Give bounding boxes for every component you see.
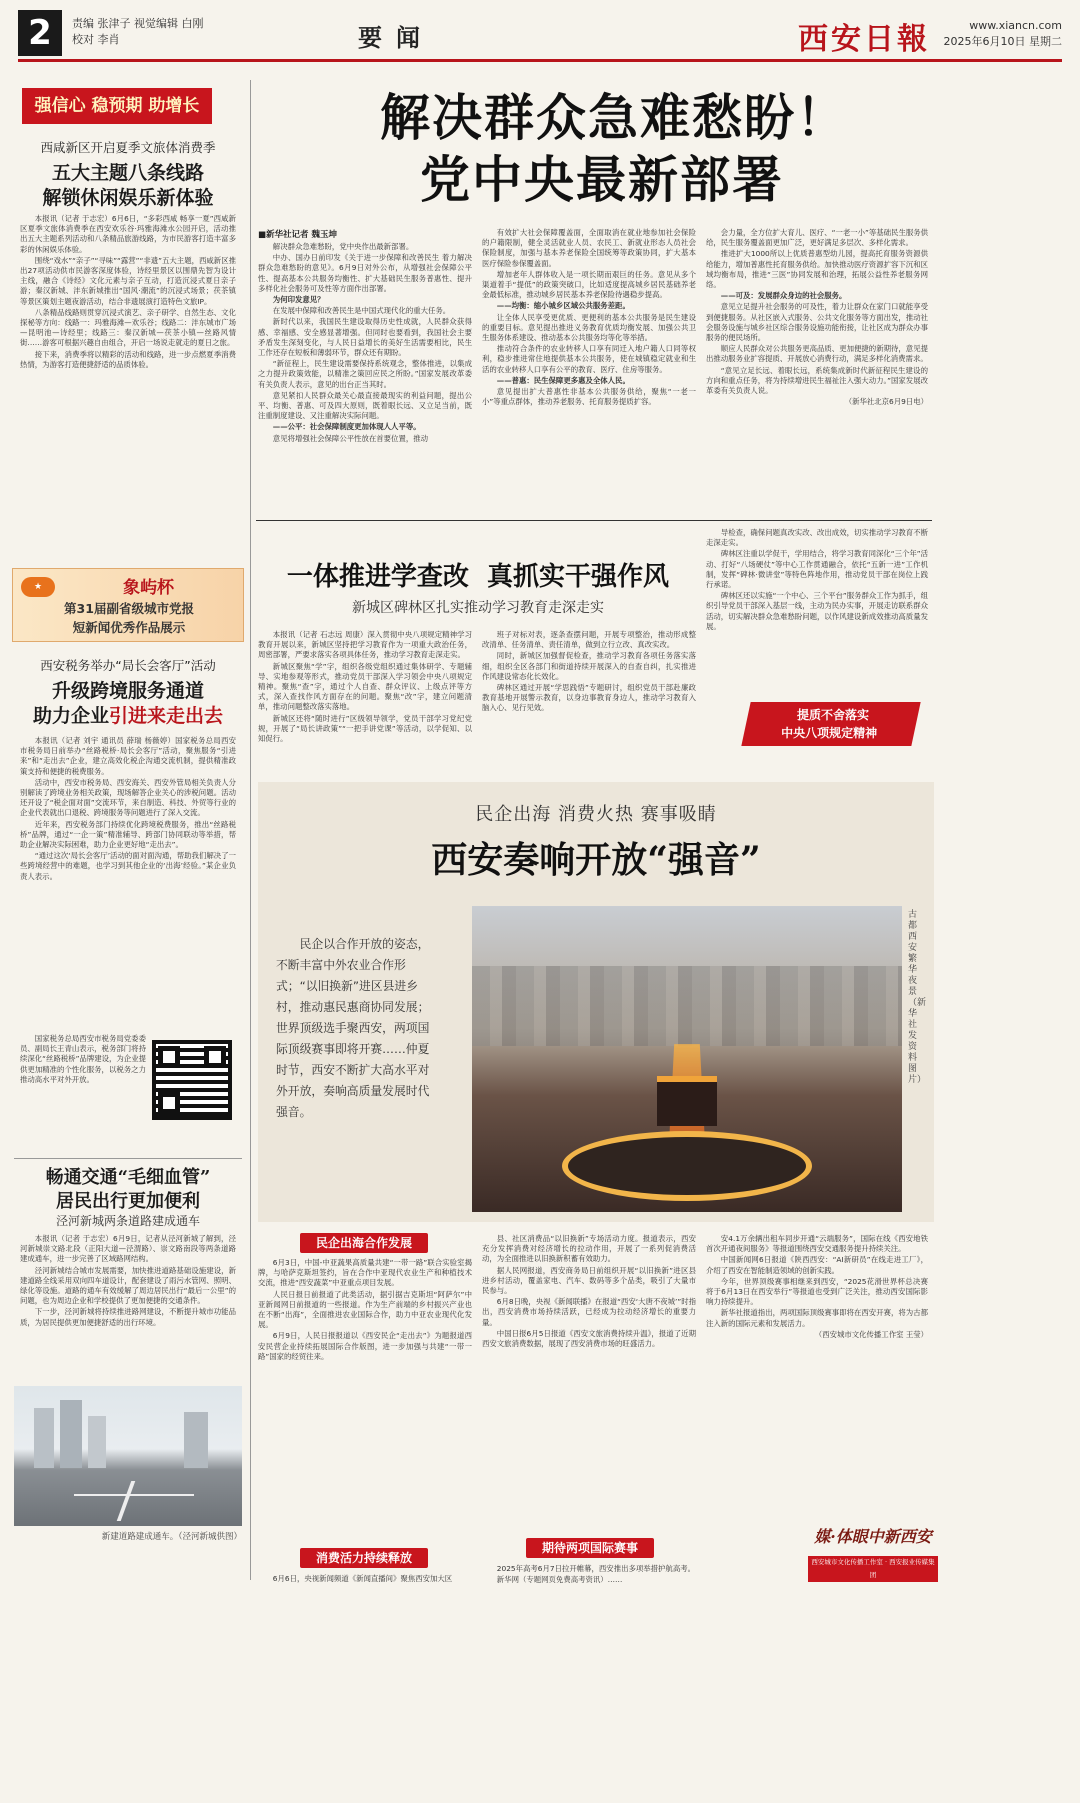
study-col-1	[258, 630, 472, 770]
lane-marking-icon	[117, 1481, 136, 1521]
paragraph: 6月6日，央视新闻频道《新闻直播间》聚焦西安加大区	[272, 1574, 453, 1583]
paragraph: 县、社区消费品“以旧换新”专场活动力度。报道表示，西安充分发挥消费对经济增长的拉动作用，开展了一系列促消费活动，为全面推进以旧换新积蓄有效助力。	[482, 1234, 696, 1264]
paragraph: 意见提出扩大普惠性非基本公共服务供给，聚焦“一老一小”等重点群体，推动养老服务、托育服务提质扩容。	[482, 387, 696, 407]
qr-finder-icon	[158, 1092, 180, 1114]
qr-finder-icon	[204, 1046, 226, 1068]
paragraph: 新时代以来，我国民生建设取得历史性成就，人民群众获得感、幸福感、安全感显著增强。但同时也要看到，我国社会主要矛盾发生深刻变化，与人民日益增长的美好生活需要相比，民生工作还存在短板和薄弱环节，群众还有期盼。	[258, 317, 472, 358]
paragraph: 导检查，确保问题真改实改、改出成效，切实推动学习教育不断走深走实。	[706, 528, 928, 548]
theme-banner: 强信心 稳预期 助增长	[22, 88, 212, 124]
paragraph: “通过这次‘局长会客厅’活动的面对面沟通，帮助我们解决了一些跨境经营中的难题，也学习到其他企业的‘出海’经验。”某企业负责人表示。	[20, 851, 236, 881]
paragraph: （新华社北京6月9日电）	[844, 397, 928, 407]
story2-title-part-b: 引进来走出去	[109, 705, 224, 727]
brand-subtitle: 西安城市文化传播工作室 · 西安报业传媒集团	[808, 1556, 938, 1582]
award-line1: 第31届副省级城市党报	[64, 601, 194, 616]
road-photo-caption: 新建道路建成通车。（泾河新城供图）	[101, 1532, 242, 1542]
lane-marking-icon	[74, 1494, 194, 1496]
editor-line-1: 责编 张津子 视觉编辑 白刚	[72, 17, 204, 30]
story1-body	[20, 214, 236, 540]
paragraph: 近年来，西安税务部门持续优化跨境税费服务，推出“丝路税桥”品牌，通过“一企一策”精准辅导、跨部门协同联动等举措，帮助企业解决实际困难，助力企业更好地“走出去”。	[20, 819, 236, 850]
paragraph: 围绕“戏水”“亲子”“寻味”“露营”“非遗”五大主题，西咸新区推出27项活动供市民游客深度体验，诗经里景区以围鼎先智为设计主线，融合《诗经》文化元素与亲子互动，打造沉浸式夏日亲子游；秦汉新城、沣东新城推出“国风·潮流”的沉浸式场景；茯茶镇等景区策划主题夜游活动，结合非遗展演打造特色文旅IP。	[20, 255, 236, 306]
paragraph: 碑林区通过开展“学思践悟”专题研讨，组织党员干部赴廉政教育基地开展警示教育，以身边事教育身边人，推动学习教育入脑入心、见行见效。	[482, 683, 696, 713]
masthead-logo: 西安日報	[798, 22, 930, 57]
building-icon	[34, 1408, 54, 1468]
column-divider	[250, 80, 251, 1580]
paragraph: 让全体人民享受更优质、更便利的基本公共服务是民生建设的重要目标。意见提出推进义务教育优质均衡发展、加强公共卫生服务体系建设、推动基本公共服务均等化等举措。	[482, 312, 696, 343]
paragraph: 本报讯（记者 于志宏）6月9日，记者从泾河新城了解到，泾河新城崇文路北段（正阳大道—泾渭路）、崇文路南段等两条道路建成通车，进一步完善了区域路网结构。	[20, 1234, 236, 1264]
paragraph: 为何印发意见？	[272, 295, 325, 305]
feature-col-3	[706, 1234, 928, 1502]
paragraph: 6月8日晚，央视《新闻联播》在报道“西安‘大唐不夜城’”时指出，西安消费市场持续活跃，已经成为拉动经济增长的重要力量。	[482, 1297, 696, 1327]
lead-headline-line1: 解决群众急难愁盼！	[380, 88, 848, 147]
paragraph: 班子对标对表，逐条查摆问题，开展专项整治，推动形成整改清单、任务清单、责任清单，做到立行立改、真改实改。	[482, 630, 696, 650]
story2-title-line1: 升级跨境服务通道	[51, 680, 204, 702]
story1-kicker: 西咸新区开启夏季文旅体消费季	[40, 140, 216, 155]
paragraph: 八条精品线路则贯穿沉浸式演艺、亲子研学、自然生态、文化探秘等方向：线路一：玛雅海滩—欢乐谷；线路二：沣东城市广场—昆明池—诗经里；线路三：秦汉新城—茯茶小镇—丝路风情街……游客可根据兴趣自由组合，开启一场说走就走的夏日之旅。	[20, 307, 236, 348]
lead-col-1	[258, 242, 472, 512]
media-brand-logo	[808, 1512, 938, 1604]
section-label-outbound: 民企出海合作发展	[300, 1233, 428, 1253]
feature-lede: 民企以合作开放的姿态，不断丰富中外农业合作形式；“以旧换新”进区县进乡村，推动惠民惠商协同发展；世界顶级选手聚西安，两项国际顶级赛事即将开赛……仲夏时节，西安不断扩大高水平对外开放，奏响高质量发展时代强音。	[276, 937, 430, 1119]
brand-title: 媒·体眼中新西安	[814, 1527, 932, 1546]
divider	[256, 520, 932, 521]
paragraph: 人民日报日前报道了此类活动，据引据吉克斯坦“阿萨尔”中亚新闻网日前报道的一些报道。作为生产前端的乡村振兴产业也在不断“出海”，全面推进农业国际合作，助力中亚农业现代化发展。	[258, 1289, 472, 1330]
paragraph: 接下来，消费季将以精彩的活动和线路，进一步点燃夏季消费热情，为游客打造便捷舒适的品质体验。	[20, 349, 236, 369]
paragraph: “新征程上，民生建设需要保持系统观念，整体推进，以集成之力提升政策效能，以精准之策回应民之所盼。”国家发展改革委有关负责人表示，意见的出台正当其时。	[258, 359, 472, 389]
paragraph: ——可及：发展群众身边的社会服务。	[720, 291, 847, 301]
xian-night-photo	[472, 906, 902, 1212]
building-icon	[184, 1412, 208, 1468]
paragraph: ——普惠：民生保障更多惠及全体人民。	[496, 375, 630, 385]
road-photo	[14, 1386, 242, 1526]
skyline-icon	[472, 966, 902, 1046]
story3-title-line1: 畅通交通“毛细血管”	[45, 1167, 211, 1188]
paragraph: 碑林区注重以学促干，学用结合，将学习教育同深化“三个年”活动、打好“八场硬仗”等中心工作贯通融合，依托“五新一进”工作机制，发挥“碑林·微讲堂”等特色阵地作用，推动党员干部在岗位上践行承诺。	[706, 549, 929, 590]
section-title: 要闻	[358, 23, 434, 52]
story2-body-cont	[20, 1034, 146, 1152]
paragraph: ——均衡：缩小城乡区域公共服务差距。	[496, 301, 630, 311]
header-right	[918, 18, 1062, 50]
paragraph: 中办、国办日前印发《关于进一步保障和改善民生 着力解决群众急难愁盼的意见》。6月9日对外公布，从增强社会保障公平性、提高基本公共服务均衡性、扩大基础民生服务普惠性、提升多样化社会服务可及性等方面作出部署。	[258, 253, 472, 293]
award-line2: 短新闻优秀作品展示	[72, 620, 186, 635]
paragraph: 活动中，西安市税务局、西安海关、西安外管局相关负责人分别解读了跨境业务相关政策，现场解答企业关心的涉税问题。活动还开设了“税企面对面”交流环节，来自制造、科技、外贸等行业的企业代表就出口退税、跨境服务等问题进行了深入交流。	[20, 777, 236, 818]
story2-kicker: 西安税务举办“局长会客厅”活动	[40, 658, 216, 673]
paragraph: 新城区聚焦“学”字，组织各级党组织通过集体研学、专题辅导、实地参观等形式，推动党员干部深入学习领会中央八项规定精神。聚焦“查”字，通过个人自查、群众评议、上级点评等方式，深入查找作风方面存在的问题。聚焦“改”字，建立问题清单，推动问题整改落实落地。	[258, 661, 472, 712]
paragraph: 新华网（专题网页免费高考资讯）……	[496, 1575, 623, 1585]
paragraph: 顺应人民群众对公共服务更高品质、更加便捷的新期待，意见提出推动服务业扩容提质、开展放心消费行动，满足多样化消费需求。	[706, 344, 928, 364]
website-url: www.xiancn.com	[969, 19, 1062, 32]
editor-line-2: 校对 李肖	[72, 33, 120, 46]
paragraph: 新城区还将“随时进行”区级领导领学，党员干部学习党纪党规，开展了“局长讲政策”“一把手讲党课”等活动，以学促知、以知促行。	[258, 713, 472, 744]
paragraph: 本报讯（记者 于志宏）6月6日，“多彩西咸 畅享一夏”西咸新区夏季文旅体消费季在西安欢乐谷·玛雅海滩水公园开启，活动推出五大主题系列活动和八条精品旅游线路，为市民游客打造丰富多彩的休闲娱乐体验。	[20, 214, 236, 254]
study-col-3	[706, 528, 928, 692]
paragraph: 中国日报6月5日报道《西安文旅消费持续升温》，报道了近期西安文旅消费数据，展现了西安消费市场的旺盛活力。	[482, 1328, 696, 1349]
roundabout-icon	[562, 1131, 812, 1201]
qr-code-icon	[152, 1040, 232, 1120]
paragraph: 泾河新城结合城市发展需要，加快推进道路基础设施建设，新建道路全线采用双向四车道设计，配套建设了雨污水管网、照明、绿化等设施。道路的通车有效缓解了周边居民出行“最后一公里”的问题，也为周边企业和学校提供了更加便捷的交通条件。	[20, 1265, 236, 1306]
lead-headline-line2: 党中央最新部署	[420, 150, 784, 209]
issue-date: 2025年6月10日 星期二	[943, 35, 1062, 48]
paragraph: 推动符合条件的农业转移人口享有同迁入地户籍人口同等权利，稳步推进常住地提供基本公共服务，使在城镇稳定就业和生活的农业转移人口享有公平的教育、医疗、住房等服务。	[482, 344, 696, 374]
section-label-consumption: 消费活力持续释放	[300, 1548, 428, 1568]
paragraph: 意见将增强社会保障公平性放在首要位置，推动	[272, 433, 429, 443]
paragraph: 下一步，泾河新城将持续推进路网建设，不断提升城市功能品质，为居民提供更加便捷舒适的出行环境。	[20, 1307, 236, 1327]
story3-title-line2: 居民出行更加便利	[56, 1191, 200, 1212]
paragraph: 6月3日，中国-中亚蔬果高质量共建“一带一路”联合实验室揭牌，与哈萨克斯坦签约，旨在合作中亚现代农业生产和种植技术交流，推进“西安蔬菜”中亚重点项目发展。	[258, 1258, 472, 1288]
page-header	[18, 10, 1062, 62]
feature-col-1-bottom	[258, 1574, 472, 1604]
study-headline-part1: 一体推进学查改	[286, 562, 469, 592]
badge-line-1: 提质不舍落实	[797, 708, 870, 722]
story2-title-part-a: 助力企业	[32, 705, 109, 727]
paragraph: 新华社报道指出，两项国际顶级赛事即将在西安开赛，将为古都注入新的国际元素和发展活力。	[706, 1308, 928, 1328]
award-ad	[12, 568, 244, 642]
badge-line-2: 中央八项规定精神	[781, 726, 878, 740]
lead-col-3	[706, 228, 928, 512]
paragraph: 据人民网报道，西安商务局日前组织开展“以旧换新”进区县进乡村活动，覆盖家电、汽车、数码等多个品类，吸引了大量市民参与。	[482, 1265, 696, 1296]
lead-byline: ■新华社记者 魏玉坤	[258, 230, 337, 240]
editor-credits	[72, 16, 204, 48]
story3-subtitle: 泾河新城两条道路建成通车	[55, 1214, 200, 1228]
paragraph: 2025年高考6月7日拉开帷幕，西安推出多项举措护航高考。	[496, 1564, 695, 1573]
building-icon	[60, 1400, 82, 1468]
story2-title-line2	[10, 701, 246, 728]
lead-col-2	[482, 228, 696, 512]
paragraph: 今年，世界顶级赛事相继来到西安，“2025花滑世界杯总决赛将于6月13日在西安举行”等报道也受到广泛关注，推动西安国际影响力持续提升。	[706, 1276, 928, 1307]
story1-title-line2: 解锁休闲娱乐新体验	[42, 187, 214, 209]
paragraph: 本报讯（记者 石志远 周康）深入贯彻中央八项规定精神学习教育开展以来，新城区坚持把学习教育作为一项重大政治任务，周密部署，严要求落实各项具体任务，推动学习教育走深走实。	[258, 630, 472, 660]
paragraph: 本报讯（记者 刘宇 通讯员 薛瑞 杨薇婷）国家税务总局西安市税务局日前举办“丝路税桥·局长会客厅”活动，聚焦服务“引进来”和“走出去”企业，建立高效化税企沟通交流机制，提供精准政策支持和便捷的税费服务。	[20, 736, 236, 776]
paragraph: 有效扩大社会保障覆盖面，全面取消在就业地参加社会保险的户籍限制，健全灵活就业人员、农民工、新就业形态人员社会保险制度，加强与基本养老保险全国统筹等政策协同，扩大基本医疗保险参保覆盖面。	[482, 228, 696, 268]
feature-col-2-bottom	[482, 1564, 696, 1604]
study-headline-part2: 真抓实干强作风	[487, 562, 670, 592]
paragraph: 会力量，全方位扩大育儿、医疗、“一老一小”等基础民生服务供给，民生服务覆盖面更加广泛，更好满足多层次、多样化需求。	[706, 228, 929, 248]
paragraph: 意见紧扣人民群众最关心最直接最现实的利益问题，提出公平、均衡、普惠、可及四大原则，既着眼长远、又立足当前，既注重制度建设、又注重解决实际问题。	[258, 390, 472, 421]
eight-rules-badge	[741, 702, 920, 746]
story1-title-line1: 五大主题八条线路	[51, 162, 204, 184]
building-icon	[88, 1416, 106, 1468]
feature-headline: 西安奏响开放“强音”	[431, 839, 761, 881]
award-logo-icon: ★	[21, 577, 55, 597]
photo-caption-vertical: 古都西安 繁华夜景（新华社发资料图片）	[908, 910, 927, 1085]
feature-kicker: 民企出海 消费火热 赛事吸睛	[475, 804, 717, 825]
paragraph: 意见立足提升社会服务的可及性，着力让群众在家门口就能享受到便捷服务。从社区嵌入式服务、公共文化服务等方面出发，推动社会服务设施与城乡社区综合服务设施功能衔接，让社区成为群众办事服务的便民场所。	[706, 302, 928, 343]
study-col-2	[482, 630, 696, 770]
paragraph: 同时，新城区加强督促检查，推动学习教育各项任务落实落细，组织全区各部门和街道持续开展深入的自查自纠，扎实推进作风建设常态化长效化。	[482, 651, 696, 681]
feature-col-1	[258, 1258, 472, 1540]
paragraph: 增加老年人群体收入是一项长期而艰巨的任务。意见从多个渠道着手“提低”的政策突破口，比如适度提高城乡居民基础养老金最低标准，推动城乡居民基本养老保险待遇稳步提高。	[482, 269, 696, 300]
paragraph: 安4.1万余辆出租车同步开通“云端服务”，国际在线《西安地铁首次开通夜间服务》等报道围绕西安交通服务提升持续关注。	[706, 1234, 928, 1254]
qr-finder-icon	[158, 1046, 180, 1068]
paragraph: 推进扩大1000所以上优质普惠型幼儿园，提高托育服务资源供给能力，增加普惠性托育服务供给。加快推动医疗资源扩容下沉和区域均衡布局，推进“三医”协同发展和治理，拓展公益性养老服务网络。	[706, 249, 928, 290]
divider	[14, 1158, 242, 1159]
paragraph: ——公平：社会保障制度更加体现人人平等。	[272, 422, 421, 432]
paragraph: “意见立足长远、着眼长远，系统集成新时代新征程民生建设的方向和重点任务，将为持续增进民生福祉注入强大动力。”国家发展改革委有关负责人说。	[706, 365, 928, 396]
paragraph: 碑林区还以实施“一个中心、三个平台”服务群众工作为抓手，组织引导党员干部深入基层一线，主动为民办实事，开展走访联系群众活动，切实解决群众急难愁盼问题，以作风建设新成效推动高质量发展。	[706, 591, 929, 631]
study-subtitle: 新城区碑林区扎实推动学习教育走深走实	[352, 600, 604, 616]
page-number: 2	[18, 10, 62, 56]
paragraph: 6月9日，人民日报报道以《西安民企“走出去”》为题报道西安民营企业持续拓展国际合作版图，进一步加强与共建“一带一路”国家的经贸往来。	[258, 1331, 472, 1361]
paragraph: 国家税务总局西安市税务局党委委员、副局长王青山表示，税务部门将持续深化“丝路税桥”品牌建设，为企业提供更加精准的个性化服务，以税务之力推动高水平对外开放。	[20, 1034, 146, 1084]
paragraph: 中国新闻网6日报道《陕西西安：“AI新研员”在线走进工厂》，介绍了西安在智能制造领域的创新实践。	[706, 1255, 928, 1275]
bell-tower-icon	[657, 1076, 717, 1126]
paragraph: 在发展中保障和改善民生是中国式现代化的重大任务。	[272, 306, 451, 316]
study-headline	[258, 556, 698, 593]
section-label-events: 期待两项国际赛事	[526, 1538, 654, 1558]
story3-body	[20, 1234, 236, 1380]
story2-body	[20, 736, 236, 1034]
feature-col-2	[482, 1234, 696, 1534]
paragraph: （西安城市文化传播工作室 王莹）	[814, 1329, 928, 1339]
paragraph: 解决群众急难愁盼，党中央作出最新部署。	[272, 242, 414, 251]
award-brand: 象屿杯	[123, 578, 174, 598]
